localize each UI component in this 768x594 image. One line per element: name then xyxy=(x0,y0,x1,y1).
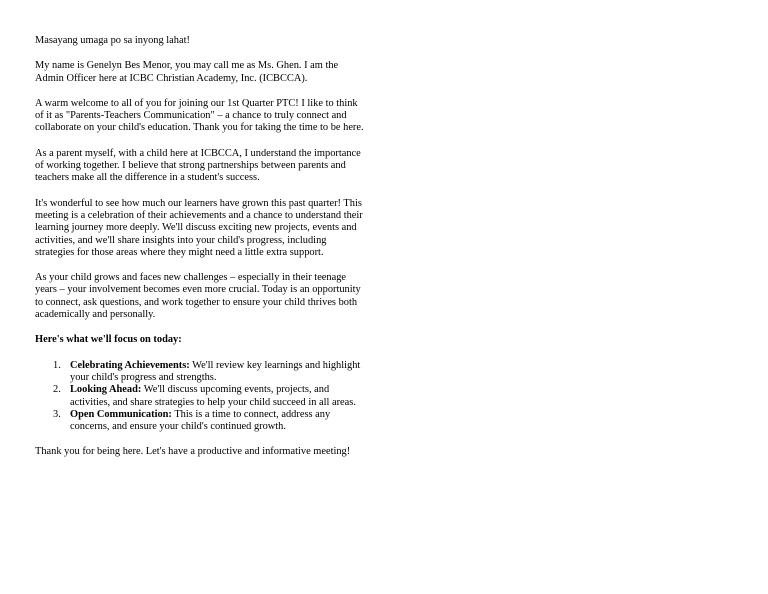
list-item-text: We'll discuss upcoming events, projects, and activities, and share strategies to help your child succeed in all areas. xyxy=(70,384,356,408)
growth-paragraph: It's wonderful to see how much our learners have grown this past quarter! This meeting is a celebration of their achievements and a chance to understand their learning journey more deeply. We'll discuss exciting new projects, events and activities, and we'll share insights into your child's progress, including strategies for those areas where they might need a little extra support. xyxy=(35,197,363,258)
list-item xyxy=(35,384,367,409)
greeting-text: Masayang umaga po sa inyong lahat! xyxy=(35,35,190,46)
partnership-paragraph: As a parent myself, with a child here at ICBCCA, I understand the importance of working together. I believe that strong partnerships between parents and teachers make all the difference in a student's success. xyxy=(35,147,361,184)
list-item-number: 2. xyxy=(53,384,61,396)
list-item-title: Celebrating Achievements: xyxy=(70,359,190,371)
list-item-text: This is a time to connect, address any concerns, and ensure your child's continued growth. xyxy=(70,408,331,433)
focus-heading: Here's what we'll focus on today: xyxy=(35,334,182,346)
list-item-number: 3. xyxy=(53,408,61,420)
list-item-title: Open Communication: xyxy=(70,408,172,420)
closing-paragraph: Thank you for being here. Let's have a productive and informative meeting! xyxy=(35,446,351,458)
list-item-text: We'll review key learnings and highlight your child's progress and strengths. xyxy=(70,359,361,383)
focus-list xyxy=(35,360,367,434)
document-body xyxy=(35,35,367,472)
list-item xyxy=(35,360,367,385)
involvement-paragraph: As your child grows and faces new challenges – especially in their teenage years – your involvement becomes even more crucial. Today is an opportunity to connect, ask questions, and work together to ensure your child thrives both academically and personally. xyxy=(35,272,361,321)
list-item-title: Looking Ahead: xyxy=(70,384,142,396)
list-item-number: 1. xyxy=(53,359,61,371)
intro-paragraph: My name is Genelyn Bes Menor, you may call me as Ms. Ghen. I am the Admin Officer here at ICBC Christian Academy, Inc. (ICBCCA). xyxy=(35,60,339,84)
list-item xyxy=(35,409,367,434)
welcome-paragraph: A warm welcome to all of you for joining our 1st Quarter PTC! I like to think of it as "Parents-Teachers Communication" – a chance to truly connect and collaborate on your child's education. Thank you for taking the time to be here. xyxy=(35,97,364,134)
